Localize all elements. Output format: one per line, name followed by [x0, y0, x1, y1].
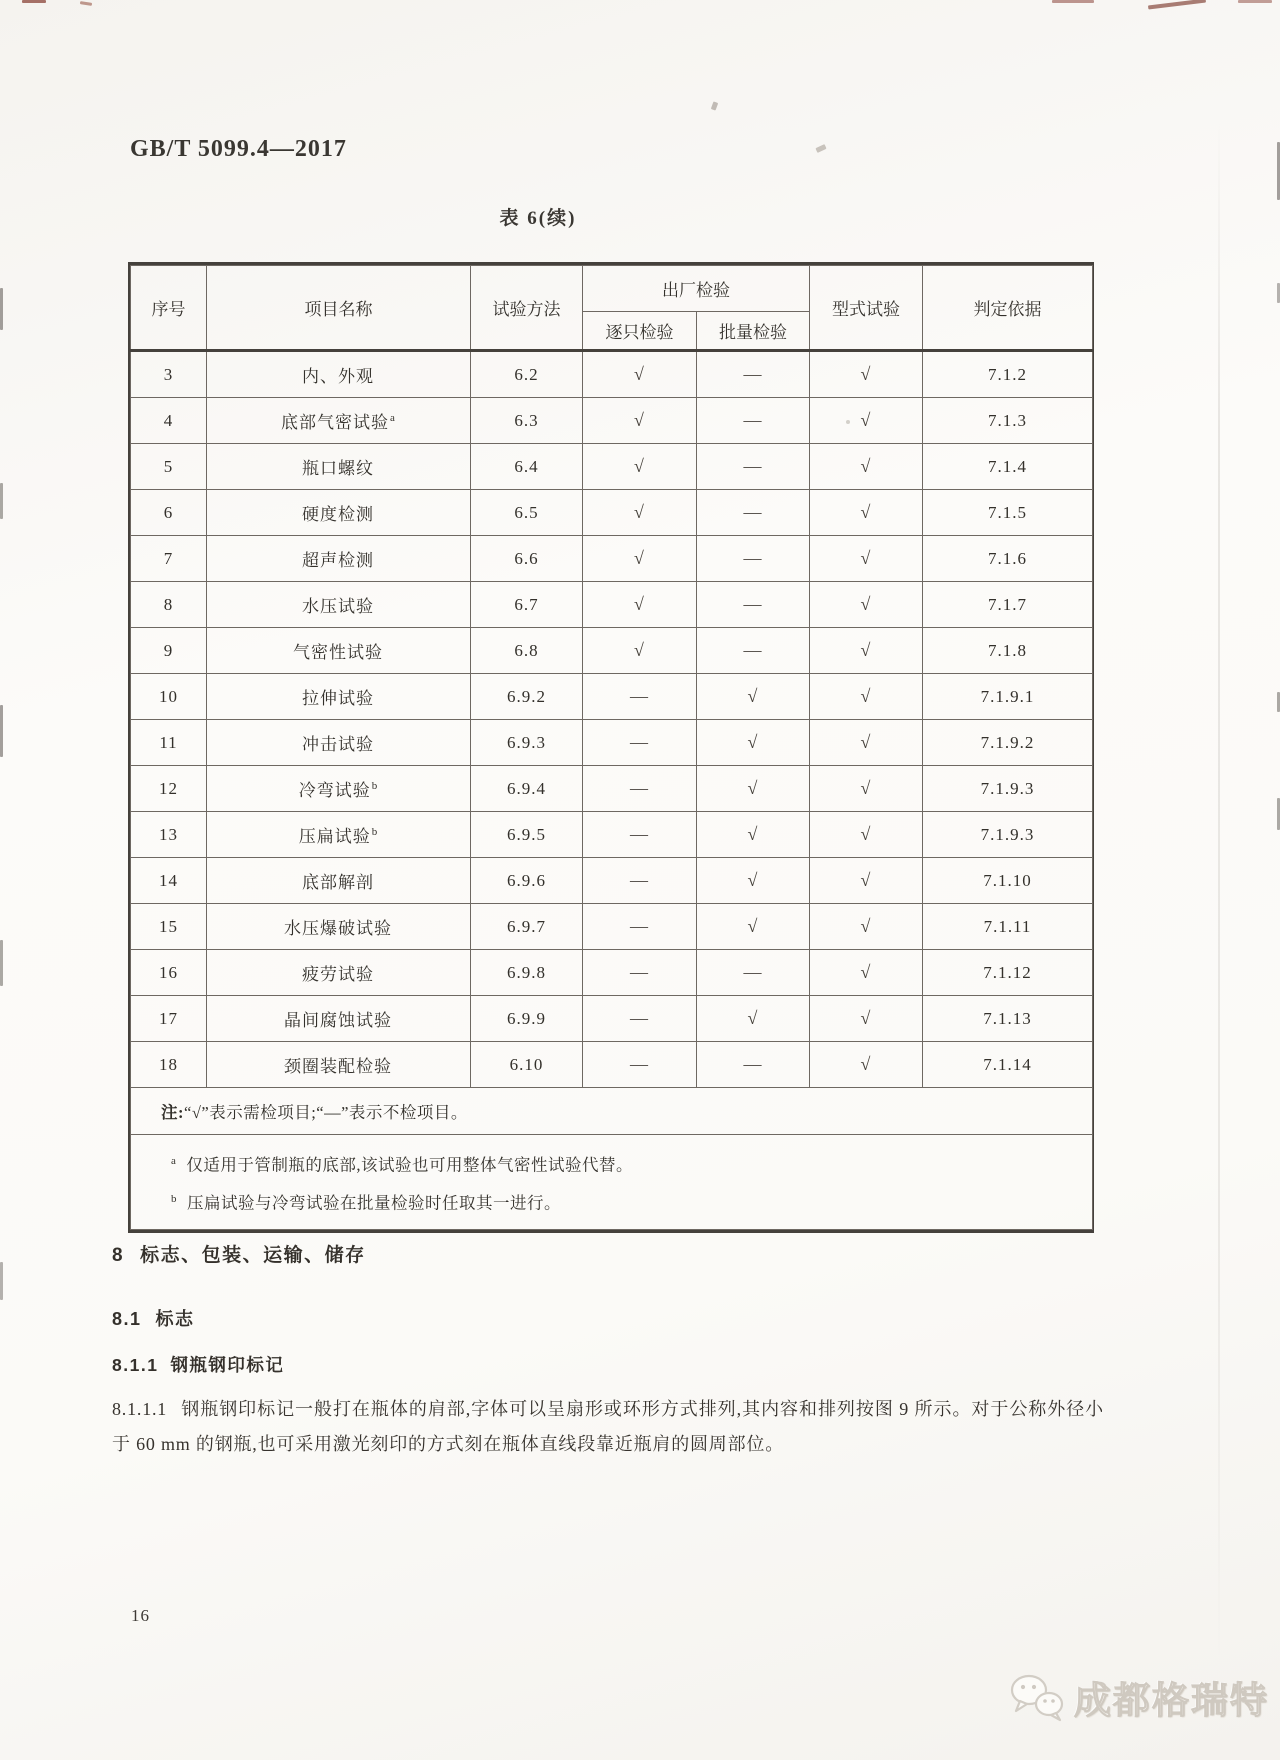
cell-seq: 6: [131, 490, 207, 536]
scan-artifact: [80, 1, 92, 6]
cell-item-name: [207, 950, 471, 996]
cell-seq: 4: [131, 398, 207, 444]
cell-method: 6.5: [471, 490, 583, 536]
cell-seq: 15: [131, 904, 207, 950]
cell-method: 6.7: [471, 582, 583, 628]
header-basis: 判定依据: [923, 266, 1093, 351]
cell-method: 6.9.2: [471, 674, 583, 720]
cell-type: √: [810, 812, 923, 858]
table-row: [131, 351, 1093, 398]
cell-method: 6.9.4: [471, 766, 583, 812]
table-row: [131, 536, 1093, 582]
item-name: 底部解剖: [302, 873, 374, 892]
inspection-table: [128, 262, 1094, 1233]
cell-type: √: [810, 398, 923, 444]
scan-artifact: [0, 288, 3, 330]
table-row: [131, 674, 1093, 720]
table-row: [131, 1042, 1093, 1088]
cell-basis: 7.1.3: [923, 398, 1093, 444]
item-name: 冲击试验: [302, 735, 374, 754]
section-title: 钢瓶钢印标记: [170, 1355, 285, 1375]
footnote-b: [171, 1182, 1072, 1221]
cell-type: √: [810, 720, 923, 766]
cell-basis: 7.1.11: [923, 904, 1093, 950]
cell-type: √: [810, 1042, 923, 1088]
footnote-mark: a: [171, 1154, 177, 1167]
cell-item-name: [207, 766, 471, 812]
section-title: 标志、包装、运输、储存: [140, 1245, 366, 1266]
cell-method: 6.9.7: [471, 904, 583, 950]
scan-artifact: [0, 940, 3, 986]
item-name: 晶间腐蚀试验: [284, 1011, 392, 1030]
header-seq: 序号: [131, 266, 207, 351]
table-note: [131, 1088, 1093, 1135]
cell-item-name: [207, 674, 471, 720]
cell-batch: √: [697, 858, 810, 904]
item-name: 水压试验: [302, 597, 374, 616]
cell-item-name: [207, 490, 471, 536]
cell-seq: 12: [131, 766, 207, 812]
cell-batch: √: [697, 766, 810, 812]
header-batch-inspection: 批量检验: [697, 312, 810, 351]
scan-artifact: [1052, 0, 1094, 3]
footnote-mark: b: [171, 1193, 177, 1205]
cell-method: 6.9.5: [471, 812, 583, 858]
cell-batch: —: [697, 950, 810, 996]
cell-basis: 7.1.7: [923, 582, 1093, 628]
table-footnotes: [131, 1135, 1093, 1230]
cell-item-name: [207, 720, 471, 766]
scan-fold-line: [1218, 120, 1220, 1660]
scan-artifact: [711, 101, 718, 110]
table-row: [131, 628, 1093, 674]
table-row: [131, 720, 1093, 766]
cell-basis: 7.1.5: [923, 490, 1093, 536]
table-row: [131, 490, 1093, 536]
cell-method: 6.9.6: [471, 858, 583, 904]
header-type-test: 型式试验: [810, 266, 923, 351]
cell-method: 6.9.9: [471, 996, 583, 1042]
header-each-inspection: 逐只检验: [583, 312, 697, 351]
cell-item-name: [207, 444, 471, 490]
scan-artifact: [22, 0, 46, 3]
table-row: [131, 812, 1093, 858]
cell-type: √: [810, 950, 923, 996]
cell-each: √: [583, 490, 697, 536]
cell-batch: —: [697, 582, 810, 628]
cell-item-name: [207, 1042, 471, 1088]
footnote-text: 仅适用于管制瓶的底部,该试验也可用整体气密性试验代替。: [186, 1155, 634, 1174]
cell-type: √: [810, 351, 923, 398]
cell-type: √: [810, 628, 923, 674]
cell-method: 6.6: [471, 536, 583, 582]
cell-batch: —: [697, 490, 810, 536]
cell-seq: 13: [131, 812, 207, 858]
item-name: 拉伸试验: [302, 689, 374, 708]
item-name: 疲劳试验: [302, 965, 374, 984]
cell-seq: 16: [131, 950, 207, 996]
cell-each: √: [583, 398, 697, 444]
cell-type: √: [810, 582, 923, 628]
cell-seq: 14: [131, 858, 207, 904]
cell-item-name: [207, 536, 471, 582]
section-title: 标志: [155, 1309, 195, 1329]
cell-each: √: [583, 628, 697, 674]
cell-batch: √: [697, 904, 810, 950]
cell-seq: 5: [131, 444, 207, 490]
footnote-a: [171, 1144, 1072, 1183]
table-header-row: [131, 266, 1093, 312]
item-name: 内、外观: [302, 367, 374, 386]
header-item-name: 项目名称: [207, 266, 471, 351]
cell-type: √: [810, 536, 923, 582]
cell-basis: 7.1.8: [923, 628, 1093, 674]
section-heading-8-1: [112, 1305, 195, 1331]
cell-batch: —: [697, 351, 810, 398]
table-row: [131, 582, 1093, 628]
item-name: 底部气密试验: [281, 413, 390, 432]
cell-basis: 7.1.6: [923, 536, 1093, 582]
table-note-row: [131, 1088, 1093, 1135]
section-number: 8: [112, 1245, 125, 1266]
note-text: “√”表示需检项目;“—”表示不检项目。: [184, 1103, 468, 1122]
cell-basis: 7.1.9.1: [923, 674, 1093, 720]
item-name: 超声检测: [302, 551, 374, 570]
table-row: [131, 444, 1093, 490]
cell-seq: 3: [131, 351, 207, 398]
cell-item-name: [207, 812, 471, 858]
cell-type: √: [810, 904, 923, 950]
table-row: [131, 766, 1093, 812]
cell-each: —: [583, 766, 697, 812]
section-number: 8.1: [112, 1309, 142, 1329]
cell-batch: √: [697, 674, 810, 720]
item-name: 瓶口螺纹: [302, 459, 374, 478]
cell-seq: 11: [131, 720, 207, 766]
table-row: [131, 996, 1093, 1042]
cell-seq: 10: [131, 674, 207, 720]
cell-batch: —: [697, 444, 810, 490]
cell-each: √: [583, 444, 697, 490]
cell-each: √: [583, 536, 697, 582]
cell-seq: 9: [131, 628, 207, 674]
cell-method: 6.9.3: [471, 720, 583, 766]
cell-each: —: [583, 904, 697, 950]
page-number: 16: [131, 1606, 150, 1625]
cell-each: —: [583, 858, 697, 904]
item-sup: b: [371, 780, 379, 793]
footnote-text: 压扁试验与冷弯试验在批量检验时任取其一进行。: [187, 1193, 561, 1213]
table-row: [131, 950, 1093, 996]
cell-batch: √: [697, 996, 810, 1042]
cell-each: √: [583, 351, 697, 398]
cell-type: √: [810, 766, 923, 812]
cell-basis: 7.1.14: [923, 1042, 1093, 1088]
scan-artifact: [1148, 0, 1206, 10]
table-title: 表 6(续): [499, 208, 577, 229]
cell-batch: √: [697, 812, 810, 858]
scan-artifact: [1238, 0, 1272, 3]
paragraph-8-1-1-1: [112, 1392, 1104, 1462]
cell-item-name: [207, 398, 471, 444]
doc-code: GB/T 5099.4—2017: [130, 136, 347, 162]
item-name: 气密性试验: [293, 643, 383, 662]
cell-method: 6.3: [471, 398, 583, 444]
watermark: [1008, 1670, 1269, 1724]
cell-type: √: [810, 444, 923, 490]
paragraph-number: 8.1.1.1: [112, 1399, 168, 1419]
cell-each: √: [583, 582, 697, 628]
cell-each: —: [583, 674, 697, 720]
cell-batch: —: [697, 628, 810, 674]
paragraph-text: 钢瓶钢印标记一般打在瓶体的肩部,字体可以呈扇形或环形方式排列,其内容和排列按图 9 所示。对于公称外径小于 60 mm 的钢瓶,也可采用激光刻印的方式刻在瓶体直线段靠近瓶肩的圆周部位。: [112, 1399, 1104, 1454]
table-row: [131, 904, 1093, 950]
cell-method: 6.8: [471, 628, 583, 674]
item-sup: a: [390, 412, 396, 425]
cell-type: √: [810, 490, 923, 536]
table-footnote-row: [131, 1135, 1093, 1230]
cell-basis: 7.1.2: [923, 351, 1093, 398]
note-label: 注:: [161, 1103, 184, 1122]
cell-basis: 7.1.13: [923, 996, 1093, 1042]
section-heading-8-1-1: [112, 1352, 284, 1377]
cell-item-name: [207, 351, 471, 398]
cell-method: 6.2: [471, 351, 583, 398]
cell-basis: 7.1.4: [923, 444, 1093, 490]
cell-seq: 17: [131, 996, 207, 1042]
cell-seq: 8: [131, 582, 207, 628]
cell-method: 6.9.8: [471, 950, 583, 996]
scan-artifact: [815, 144, 826, 153]
cell-item-name: [207, 628, 471, 674]
table-row: [131, 398, 1093, 444]
cell-batch: —: [697, 536, 810, 582]
scan-artifact: [0, 705, 3, 757]
item-sup: b: [371, 826, 379, 839]
cell-item-name: [207, 996, 471, 1042]
cell-method: 6.10: [471, 1042, 583, 1088]
wechat-icon: [1008, 1672, 1066, 1722]
cell-basis: 7.1.9.2: [923, 720, 1093, 766]
scan-artifact: [0, 1262, 3, 1300]
cell-seq: 7: [131, 536, 207, 582]
header-factory-inspection: 出厂检验: [583, 266, 810, 312]
cell-basis: 7.1.9.3: [923, 812, 1093, 858]
cell-type: √: [810, 996, 923, 1042]
item-name: 冷弯试验: [298, 781, 371, 800]
header-method: 试验方法: [471, 266, 583, 351]
cell-basis: 7.1.12: [923, 950, 1093, 996]
section-heading-8: [112, 1240, 366, 1267]
cell-basis: 7.1.10: [923, 858, 1093, 904]
cell-basis: 7.1.9.3: [923, 766, 1093, 812]
cell-each: —: [583, 996, 697, 1042]
table-row: [131, 858, 1093, 904]
cell-each: —: [583, 812, 697, 858]
item-name: 颈圈装配检验: [284, 1057, 392, 1076]
cell-batch: —: [697, 398, 810, 444]
cell-item-name: [207, 582, 471, 628]
watermark-text: 成都格瑞特: [1074, 1680, 1269, 1721]
cell-each: —: [583, 1042, 697, 1088]
cell-type: √: [810, 674, 923, 720]
item-name: 硬度检测: [302, 505, 374, 524]
cell-each: —: [583, 720, 697, 766]
item-name: 压扁试验: [298, 827, 371, 846]
item-name: 水压爆破试验: [284, 919, 392, 938]
cell-each: —: [583, 950, 697, 996]
cell-item-name: [207, 858, 471, 904]
cell-type: √: [810, 858, 923, 904]
cell-batch: √: [697, 720, 810, 766]
section-number: 8.1.1: [112, 1355, 159, 1375]
scan-artifact: [0, 483, 3, 519]
cell-method: 6.4: [471, 444, 583, 490]
cell-seq: 18: [131, 1042, 207, 1088]
cell-batch: —: [697, 1042, 810, 1088]
cell-item-name: [207, 904, 471, 950]
